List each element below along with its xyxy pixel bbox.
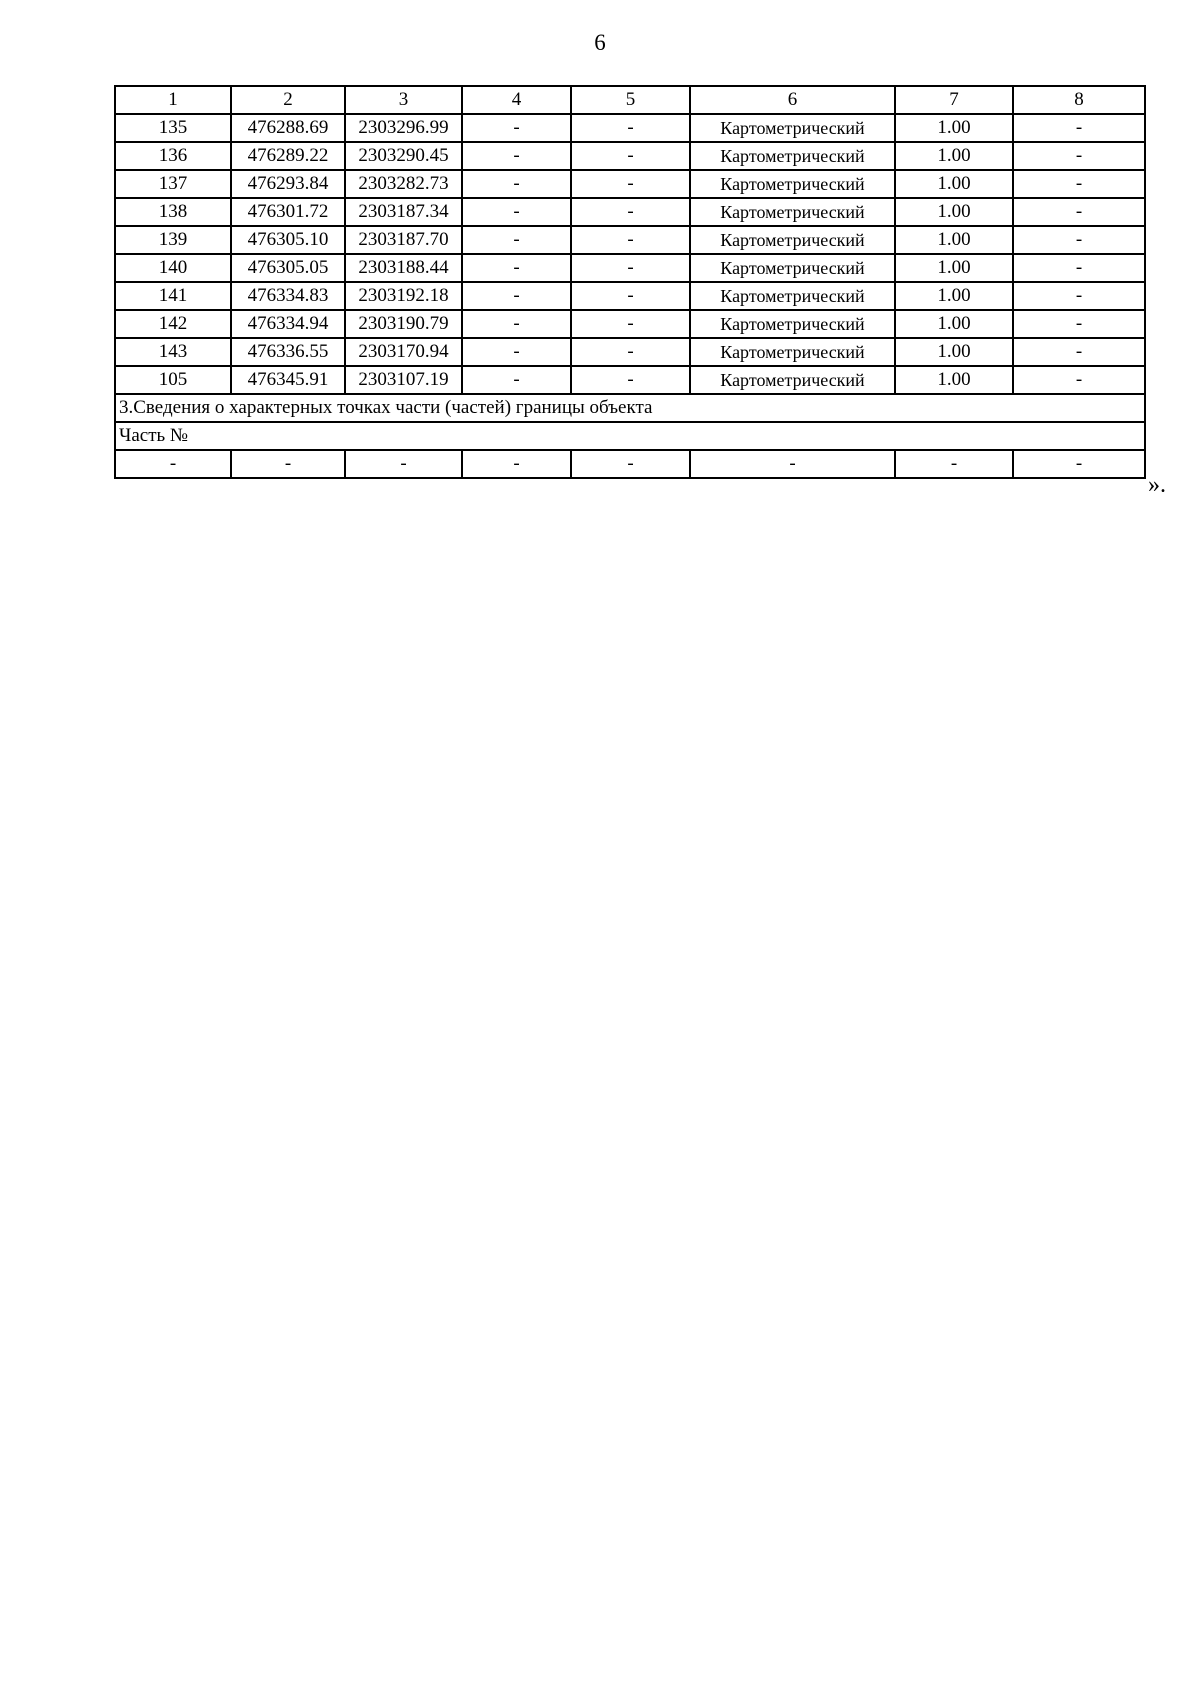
empty-cell: - [1013, 450, 1145, 478]
method-cell: Картометрический [690, 254, 895, 282]
header-cell: 6 [690, 86, 895, 114]
cell-col8: - [1013, 282, 1145, 310]
coord-x: 476289.22 [231, 142, 345, 170]
page-number: 6 [594, 30, 606, 55]
cell-col4: - [462, 198, 571, 226]
cell-col4: - [462, 366, 571, 394]
part-label-row [115, 422, 1145, 450]
point-number: 142 [115, 310, 231, 338]
cell-col4: - [462, 142, 571, 170]
accuracy-cell: 1.00 [895, 366, 1013, 394]
coord-x: 476334.94 [231, 310, 345, 338]
coord-y: 2303282.73 [345, 170, 462, 198]
accuracy-cell: 1.00 [895, 142, 1013, 170]
cell-col4: - [462, 114, 571, 142]
method-cell: Картометрический [690, 338, 895, 366]
section-title-row [115, 394, 1145, 422]
cell-col8: - [1013, 338, 1145, 366]
table-header-row [115, 86, 1145, 114]
coord-x: 476293.84 [231, 170, 345, 198]
point-number: 141 [115, 282, 231, 310]
coord-y: 2303107.19 [345, 366, 462, 394]
table-row [115, 170, 1145, 198]
method-cell: Картометрический [690, 310, 895, 338]
cell-col8: - [1013, 198, 1145, 226]
table-row [115, 254, 1145, 282]
coord-x: 476305.10 [231, 226, 345, 254]
cell-col8: - [1013, 310, 1145, 338]
method-cell: Картометрический [690, 142, 895, 170]
point-number: 143 [115, 338, 231, 366]
coord-y: 2303192.18 [345, 282, 462, 310]
coord-y: 2303190.79 [345, 310, 462, 338]
header-cell: 3 [345, 86, 462, 114]
method-cell: Картометрический [690, 170, 895, 198]
method-cell: Картометрический [690, 198, 895, 226]
point-number: 105 [115, 366, 231, 394]
coord-x: 476336.55 [231, 338, 345, 366]
header-cell: 2 [231, 86, 345, 114]
table-row [115, 114, 1145, 142]
cell-col8: - [1013, 366, 1145, 394]
closing-quote: ». [1148, 472, 1166, 498]
cell-col4: - [462, 226, 571, 254]
point-number: 137 [115, 170, 231, 198]
empty-cell: - [571, 450, 690, 478]
empty-part-row [115, 450, 1145, 478]
coord-x: 476305.05 [231, 254, 345, 282]
cell-col5: - [571, 282, 690, 310]
coord-y: 2303170.94 [345, 338, 462, 366]
table-row [115, 366, 1145, 394]
cell-col5: - [571, 226, 690, 254]
table-row [115, 338, 1145, 366]
empty-cell: - [345, 450, 462, 478]
header-cell: 8 [1013, 86, 1145, 114]
table-row [115, 282, 1145, 310]
cell-col5: - [571, 198, 690, 226]
cell-col5: - [571, 170, 690, 198]
cell-col8: - [1013, 142, 1145, 170]
cell-col4: - [462, 310, 571, 338]
cell-col5: - [571, 114, 690, 142]
cell-col8: - [1013, 170, 1145, 198]
coord-y: 2303290.45 [345, 142, 462, 170]
coord-y: 2303187.34 [345, 198, 462, 226]
table-row [115, 142, 1145, 170]
table-row [115, 226, 1145, 254]
cell-col5: - [571, 310, 690, 338]
header-cell: 4 [462, 86, 571, 114]
cell-col8: - [1013, 254, 1145, 282]
table-row [115, 198, 1145, 226]
accuracy-cell: 1.00 [895, 170, 1013, 198]
accuracy-cell: 1.00 [895, 310, 1013, 338]
accuracy-cell: 1.00 [895, 226, 1013, 254]
table-row [115, 310, 1145, 338]
coord-y: 2303188.44 [345, 254, 462, 282]
point-number: 135 [115, 114, 231, 142]
method-cell: Картометрический [690, 366, 895, 394]
point-number: 138 [115, 198, 231, 226]
method-cell: Картометрический [690, 114, 895, 142]
coord-y: 2303296.99 [345, 114, 462, 142]
accuracy-cell: 1.00 [895, 198, 1013, 226]
empty-cell: - [231, 450, 345, 478]
method-cell: Картометрический [690, 282, 895, 310]
point-number: 140 [115, 254, 231, 282]
accuracy-cell: 1.00 [895, 254, 1013, 282]
section-title: 3.Сведения о характерных точках части (частей) границы объекта [115, 394, 1145, 422]
point-number: 139 [115, 226, 231, 254]
cell-col8: - [1013, 114, 1145, 142]
empty-cell: - [895, 450, 1013, 478]
coord-x: 476334.83 [231, 282, 345, 310]
point-number: 136 [115, 142, 231, 170]
accuracy-cell: 1.00 [895, 282, 1013, 310]
method-cell: Картометрический [690, 226, 895, 254]
cell-col8: - [1013, 226, 1145, 254]
coord-x: 476345.91 [231, 366, 345, 394]
boundary-points-table [114, 85, 1146, 479]
header-cell: 7 [895, 86, 1013, 114]
coord-y: 2303187.70 [345, 226, 462, 254]
part-label: Часть № [115, 422, 1145, 450]
cell-col5: - [571, 254, 690, 282]
header-cell: 5 [571, 86, 690, 114]
cell-col5: - [571, 366, 690, 394]
cell-col5: - [571, 338, 690, 366]
coord-x: 476301.72 [231, 198, 345, 226]
cell-col4: - [462, 338, 571, 366]
empty-cell: - [115, 450, 231, 478]
cell-col5: - [571, 142, 690, 170]
accuracy-cell: 1.00 [895, 114, 1013, 142]
empty-cell: - [462, 450, 571, 478]
accuracy-cell: 1.00 [895, 338, 1013, 366]
header-cell: 1 [115, 86, 231, 114]
cell-col4: - [462, 282, 571, 310]
cell-col4: - [462, 170, 571, 198]
cell-col4: - [462, 254, 571, 282]
coord-x: 476288.69 [231, 114, 345, 142]
empty-cell: - [690, 450, 895, 478]
